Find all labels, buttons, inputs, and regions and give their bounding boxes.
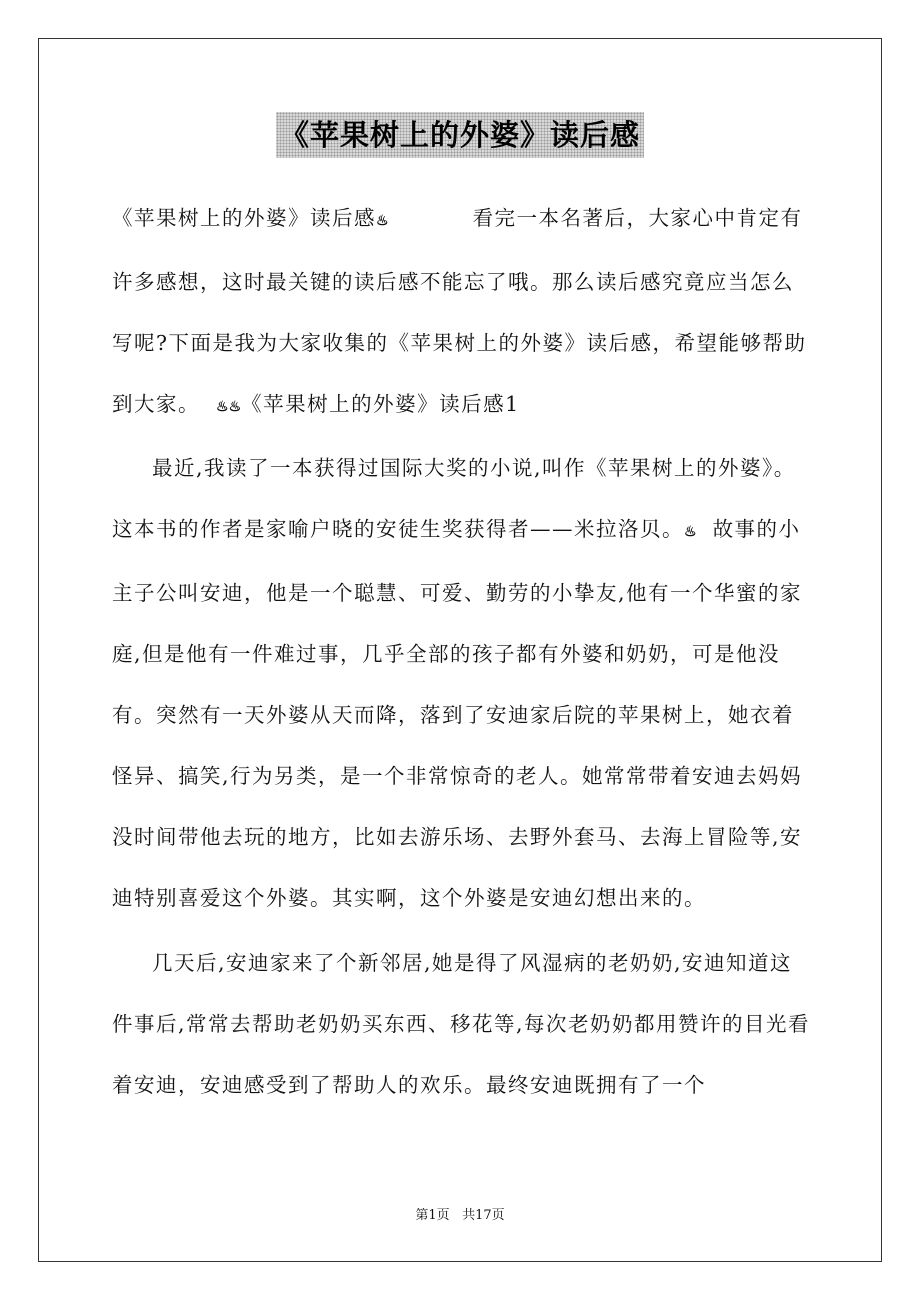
title-container bbox=[0, 112, 920, 158]
story-paragraph-1 bbox=[112, 438, 812, 929]
paragraph-2-text: 几天后,安迪家来了个新邻居,她是得了风湿病的老奶奶,安迪知道这件事后,常常去帮助老奶奶买东西、移花等,每次老奶奶都用赞许的目光看着安迪，安迪感受到了帮助人的欢乐。最终安迪既拥有了一个 bbox=[112, 951, 811, 1097]
page-footer bbox=[0, 1206, 920, 1226]
decorative-mark-icon: ♨♨ bbox=[216, 399, 242, 415]
intro-text: 看完一本名著后，大家心中肯定有许多感想，这时最关键的读后感不能忘了哦。那么读后感究竟应当怎么写呢?下面是我为大家收集的《苹果树上的外婆》读后感，希望能够帮助到大家。 bbox=[112, 206, 807, 416]
intro-paragraph bbox=[112, 188, 812, 438]
paragraph-1-text-a: 最近,我读了一本获得过国际大奖的小说,叫作《苹果树上的外婆》。这本书的作者是家喻户晓的安徒生奖获得者——米拉洛贝。 bbox=[112, 456, 796, 541]
paragraph-1-text-b: 故事的小主子公叫安迪，他是一个聪慧、可爱、勤劳的小挚友,他有一个华蜜的家庭,但是他有一件难过事，几乎全部的孩子都有外婆和奶奶，可是他没有。突然有一天外婆从天而降，落到了安迪家后院的苹果树上，她衣着怪异、搞笑,行为另类，是一个非常惊奇的老人。她常常带着安迪去妈妈没时间带他去玩的地方，比如去游乐场、去野外套马、去海上冒险等,安迪特别喜爱这个外婆。其实啊，这个外婆是安迪幻想出来的。 bbox=[112, 517, 803, 910]
section-heading: 《苹果树上的外婆》读后感1 bbox=[241, 392, 520, 416]
page-number: 第1页 bbox=[415, 1208, 450, 1223]
page-total: 共17页 bbox=[462, 1208, 505, 1223]
document-body bbox=[112, 188, 812, 1116]
story-paragraph-2 bbox=[112, 933, 812, 1116]
decorative-mark-icon: ♨ bbox=[684, 524, 697, 540]
decorative-mark-icon: ♨ bbox=[376, 213, 389, 229]
intro-lead: 《苹果树上的外婆》读后感 bbox=[112, 206, 376, 230]
document-title: 《苹果树上的外婆》读后感 bbox=[276, 112, 644, 158]
